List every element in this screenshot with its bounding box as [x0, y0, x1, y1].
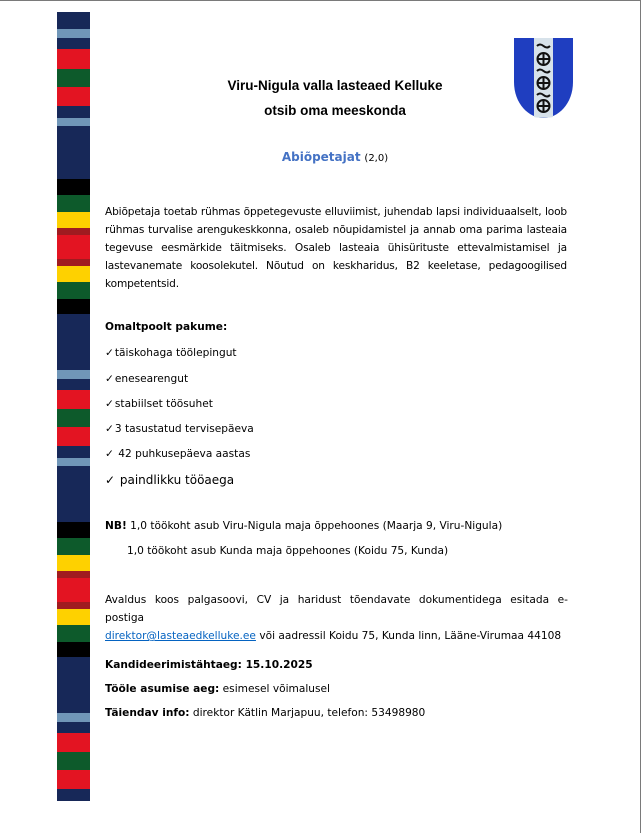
stripe-band-dark-red — [57, 571, 90, 578]
email-link[interactable]: direktor@lasteaedkelluke.ee — [105, 630, 256, 642]
stripe-band-navy — [57, 106, 90, 118]
stripe-band-yellow — [57, 609, 90, 625]
stripe-band-light-blue — [57, 713, 90, 722]
offer-text: paindlikku tööaega — [116, 473, 235, 487]
offer-item — [105, 448, 250, 460]
job-description: Abiõpetaja toetab rühmas õppetegevuste elluviimist, juhendab lapsi individuaalselt, loob rühmas turvalise arengukeskkonna, osaleb nõupidamistel ja annab oma parima lasteaia tegevuse eesmärkide täitmiseks. Osaleb lasteaia ühisürituste ettevalmistamisel ja lastevanemate koosolekutel. Nõutud on keskharidus, B2 keeletase, pedagoogilised kompetentsid. — [105, 206, 567, 290]
offer-item — [105, 347, 237, 359]
nb-label: NB! — [105, 520, 127, 532]
offer-item — [105, 398, 213, 410]
title-line-2: otsib oma meeskonda — [264, 103, 406, 118]
start-value: esimesel võimalusel — [219, 683, 330, 695]
postal-address: või aadressil Koidu 75, Kunda linn, Lääne-Virumaa 44108 — [255, 630, 562, 642]
stripe-band-navy — [57, 379, 90, 390]
stripe-band-yellow — [57, 212, 90, 228]
checkmark-icon: ✓ — [105, 423, 114, 435]
stripe-band-navy — [57, 789, 90, 801]
stripe-band-yellow — [57, 266, 90, 282]
info-row — [105, 707, 425, 719]
stripe-band-green — [57, 69, 90, 87]
stripe-band-red — [57, 733, 90, 752]
offer-text: enesearengut — [114, 373, 189, 385]
stripe-band-green — [57, 409, 90, 427]
decorative-folk-stripe — [57, 12, 90, 826]
stripe-band-black — [57, 299, 90, 314]
stripe-band-navy — [57, 314, 90, 370]
stripe-band-light-blue — [57, 118, 90, 126]
stripe-band-navy — [57, 126, 90, 179]
deadline-row — [105, 659, 313, 671]
start-row — [105, 683, 330, 695]
stripe-band-green — [57, 625, 90, 642]
offer-item — [105, 473, 234, 487]
stripe-band-red — [57, 590, 90, 602]
stripe-band-dark-red — [57, 602, 90, 609]
stripe-band-red — [57, 578, 90, 590]
location-line-1 — [105, 520, 502, 532]
location-text-1: 1,0 töökoht asub Viru-Nigula maja õppehoones (Maarja 9, Viru-Nigula) — [126, 520, 503, 532]
stripe-band-light-blue — [57, 29, 90, 38]
stripe-band-navy — [57, 466, 90, 522]
stripe-band-dark-red — [57, 259, 90, 266]
position-heading — [140, 150, 530, 164]
stripe-band-black — [57, 522, 90, 538]
stripe-band-green — [57, 538, 90, 555]
offer-text: 42 puhkusepäeva aastas — [114, 448, 251, 460]
stripe-band-navy — [57, 722, 90, 733]
checkmark-icon: ✓ — [105, 347, 114, 359]
stripe-band-red — [57, 390, 90, 409]
offer-text: 3 tasustatud tervisepäeva — [114, 423, 254, 435]
title-line-1: Viru-Nigula valla lasteaed Kelluke — [227, 78, 443, 93]
offer-item — [105, 373, 188, 385]
stripe-band-navy — [57, 446, 90, 458]
checkmark-icon: ✓ — [105, 373, 114, 385]
start-label: Tööle asumise aeg: — [105, 683, 220, 695]
application-instructions — [105, 591, 568, 645]
checkmark-icon: ✓ — [105, 473, 116, 487]
stripe-band-light-blue — [57, 458, 90, 466]
info-value: direktor Kätlin Marjapuu, telefon: 53498980 — [189, 707, 426, 719]
stripe-band-black — [57, 179, 90, 195]
stripe-band-green — [57, 282, 90, 299]
info-label: Täiendav info: — [105, 707, 190, 719]
stripe-band-black — [57, 642, 90, 657]
stripe-band-dark-red — [57, 228, 90, 235]
crest-symbols — [537, 45, 550, 113]
application-text: Avaldus koos palgasoovi, CV ja haridust tõendavate dokumentidega esitada e-postiga — [105, 594, 568, 624]
stripe-band-red — [57, 770, 90, 789]
location-line-2: 1,0 töökoht asub Kunda maja õppehoones (Koidu 75, Kunda) — [127, 545, 449, 557]
stripe-band-navy — [57, 12, 90, 29]
stripe-band-navy — [57, 657, 90, 713]
offer-item — [105, 423, 254, 435]
stripe-band-yellow — [57, 555, 90, 571]
checkmark-icon: ✓ — [105, 398, 114, 410]
offer-text: täiskohaga töölepingut — [114, 347, 237, 359]
position-role: Abiõpetajat — [281, 150, 361, 164]
stripe-band-red — [57, 427, 90, 446]
position-count: (2,0) — [364, 153, 389, 164]
offers-heading: Omaltpoolt pakume: — [105, 321, 228, 333]
stripe-band-red — [57, 49, 90, 69]
stripe-band-navy — [57, 38, 90, 49]
stripe-band-light-blue — [57, 370, 90, 379]
stripe-band-green — [57, 195, 90, 212]
deadline-label: Kandideerimistähtaeg: — [105, 659, 242, 671]
offer-text: stabiilset töösuhet — [114, 398, 213, 410]
deadline-value: 15.10.2025 — [241, 659, 313, 671]
checkmark-icon: ✓ — [105, 448, 114, 460]
stripe-band-red — [57, 87, 90, 106]
stripe-band-green — [57, 752, 90, 770]
stripe-band-red — [57, 247, 90, 259]
stripe-band-red — [57, 235, 90, 247]
